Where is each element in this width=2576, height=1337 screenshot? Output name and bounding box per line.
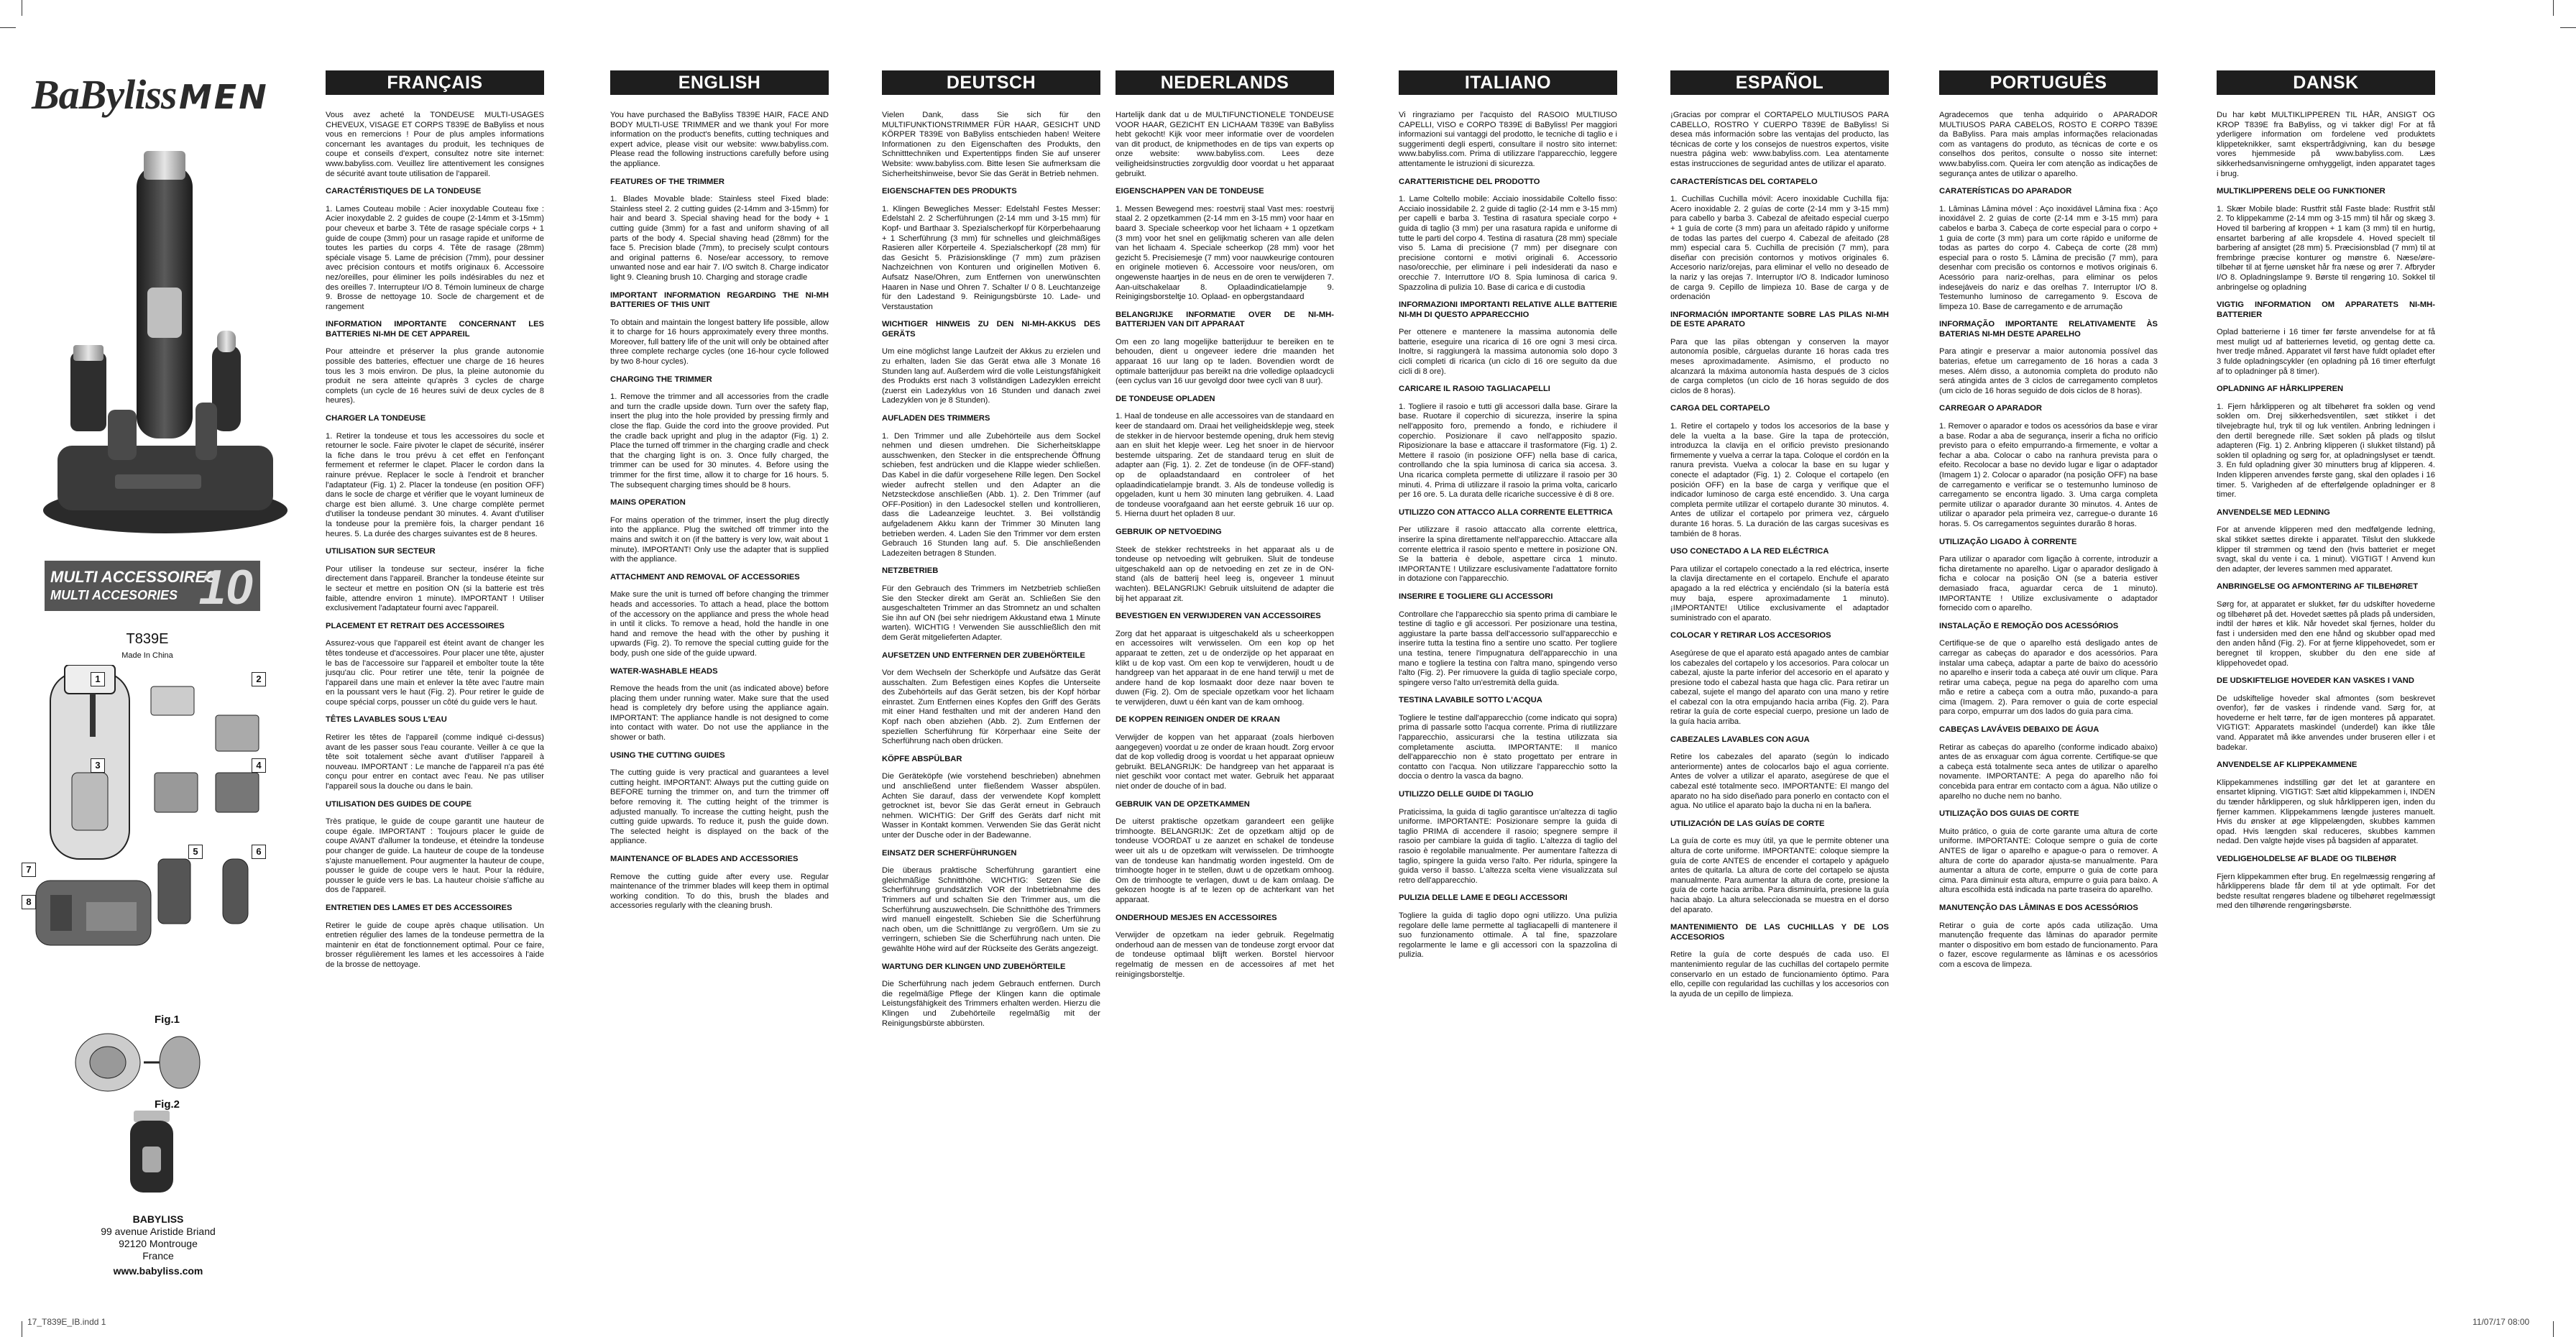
paragraph: Retire los cabezales del aparato (según lo indicado anteriormente) antes de colocarlos bajo el agua corriente. Antes de volver a utilizar el aparato, asegúrese de que el cabezal esté totalmente seco. IMPORTANTE: El mango del aparato no ha sido diseñado para ponerlo en contacto con el agua. No utilice el aparato bajo la ducha ni en la bañera. bbox=[1670, 753, 1889, 811]
section-heading: UTILIZACIÓN DE LAS GUÍAS DE CORTE bbox=[1670, 819, 1825, 828]
paragraph: Sørg for, at apparatet er slukket, før du udskifter hovederne og tilbehøret på det. Hovedet sættes på plads på undersiden, indtil der høres et klik. Når hovedet skal fjernes, holder du fast i undersiden med den ene hånd og skubber opad med den anden hånd (Fig. 2). For at fjerne klippehovedet, som er beregnet til kroppen, skubber du den ene side af klippehovedet opad. bbox=[2217, 599, 2435, 668]
address-line: France bbox=[142, 1250, 174, 1262]
section-heading: CARATERÍSTICAS DO APARADOR bbox=[1939, 187, 2072, 196]
paragraph: Die Scherführung nach jedem Gebrauch entfernen. Durch die regelmäßige Pflege der Klingen kann die optimale Leistungsfähigkeit des Trimmers erhalten werden. Hierzu die Klingen und Zubehörteile regelmäßig mit der Reinigungsbürste abbürsten. bbox=[882, 980, 1100, 1028]
section-heading: EIGENSCHAFTEN DES PRODUKTS bbox=[882, 187, 1017, 196]
badge-line2: MULTI ACCESORIES bbox=[50, 588, 178, 602]
paragraph: 1. Lames Couteau mobile : Acier inoxydable Couteau fixe : Acier inoxydable 2. 2 guides de coupe (2-14mm et 3-15mm) pour cheveux et barbe 3. Tête de rasage spéciale corps + 1 guide de coupe (3mm) pour un rasage rapide et uniforme de toutes les parties du corps 4. Tête de rasage (28mm) spéciale visage 5. Lame de précision (7mm), pour dessiner avec précision contours et motifs originaux 6. Accessoire nez/oreilles, pour éliminer les poils indésirables du nez et des oreilles 7. Interrupteur I/O 8. Témoin lumineux de charge 9. Brosse de nettoyage 10. Socle de chargement et de rangement bbox=[326, 204, 544, 311]
paragraph: Um eine möglichst lange Laufzeit der Akkus zu erzielen und zu erhalten, laden Sie das Gerät etwa alle 3 Monate 16 Stunden lang auf. Außerdem wird die volle Leistungsfähigkeit des Produkts erst nach 3 vollständigen Ladezyklen erreicht (zuerst ein Ladezyklus von 16 Stunden und danach zwei Ladezyklen von je 8 Stunden). bbox=[882, 347, 1100, 405]
paragraph: Verwijder de opzetkam na ieder gebruik. Regelmatig onderhoud aan de messen van de tondeuse zorgt ervoor dat de tondeuse optimaal blijft werken. Borstel hiervoor regelmatig de messen en de accessoires af met het reinigingsborsteltje. bbox=[1116, 931, 1334, 979]
paragraph: Retire la guía de corte después de cada uso. El mantenimiento regular de las cuchillas del cortapelo permite conservarlo en un estado de funcionamiento óptimo. Para ello, cepille con regularidad las cuchillas y los accesorios con la ayuda de un cepillo de limpieza. bbox=[1670, 950, 1889, 998]
section-heading: INSERIRE E TOGLIERE GLI ACCESSORI bbox=[1399, 592, 1553, 601]
section-heading: DE KOPPEN REINIGEN ONDER DE KRAAN bbox=[1116, 715, 1280, 725]
column-body bbox=[1116, 111, 1334, 980]
paragraph: 1. Blades Movable blade: Stainless steel Fixed blade: Stainless steel 2. 2 cutting guides (2-14mm and 3-15mm) for hair and beard 3. Special shaving head for the body + 1 cutting guide (3mm) for a fast and uniform shaving of all parts of the body 4. Special shaving head (28mm) for the face 5. Precision blade (7mm), to precisely sculpt contours and original patterns 6. Nose/ear accessory, to remove unwanted nose and ear hair 7. I/O switch 8. Charge indicator light 9. Cleaning brush 10. Charging and storage cradle bbox=[610, 195, 829, 282]
column-title: NEDERLANDS bbox=[1116, 70, 1334, 95]
section-heading: INFORMAÇÃO IMPORTANTE RELATIVAMENTE ÀS BATERIAS NI-MH DESTE APARELHO bbox=[1939, 320, 2158, 339]
address-url: www.babyliss.com bbox=[113, 1265, 203, 1277]
column-body bbox=[1399, 111, 1617, 960]
section-heading: INFORMACIÓN IMPORTANTE SOBRE LAS PILAS NI-MH DE ESTE APARATO bbox=[1670, 310, 1889, 329]
paragraph: Oplad batterierne i 16 timer før første anvendelse for at få mest muligt ud af batteriernes levetid, og gentag dette ca. hver tredje måned. Apparatet vil først have fuldt opladet efter 3 fulde opladningscykler (en opladning på 16 timer efterfulgt af to opladninger på 8 timer). bbox=[2217, 328, 2435, 376]
section-heading: CHARGER LA TONDEUSE bbox=[326, 414, 426, 423]
section-heading: VEDLIGEHOLDELSE AF BLADE OG TILBEHØR bbox=[2217, 855, 2397, 863]
paragraph: You have purchased the BaByliss T839E HAIR, FACE AND BODY MULTI-USE TRIMMER and we thank you! For more information on the product's benefits, cutting techniques and expert advice, please visit our website: www.babyliss.com. Please read the following instructions carefully before using the appliance. bbox=[610, 111, 829, 168]
language-column-da bbox=[2217, 70, 2435, 1292]
section-heading: BELANGRIJKE INFORMATIE OVER DE NI-MH-BATTERIJEN VAN DIT APPARAAT bbox=[1116, 310, 1334, 329]
section-heading: MAINS OPERATION bbox=[610, 498, 686, 507]
paragraph: Vi ringraziamo per l'acquisto del RASOIO MULTIUSO CAPELLI, VISO e CORPO T839E di BaByliss! Per maggiori informazioni sui vantaggi del prodotto, le tecniche di taglio e i suggerimenti degli esperti, consultare il nostro sito internet: www.babyliss.com. Prima di utilizzare l'apparecchio, leggere attentamente le istruzioni di sicurezza. bbox=[1399, 111, 1617, 168]
column-title: DEUTSCH bbox=[882, 70, 1100, 95]
paragraph: Vor dem Wechseln der Scherköpfe und Aufsätze das Gerät ausschalten. Zum Befestigen eines Kopfes die Unterseite des Zubehörteils auf das Gerät setzen, bis der Kopf hörbar einrastet. Zum Entfernen eines Kopfes den Griff des Geräts mit einer Hand festhalten und mit der anderen Hand den Kopf nach oben abziehen (Abb. 2). Zum Entfernen der speziellen Scherführung für Körperhaar eine Seite der Scherführung nach oben drücken. bbox=[882, 668, 1100, 746]
address-line: 99 avenue Aristide Briand bbox=[101, 1226, 216, 1237]
column-body bbox=[1939, 111, 2158, 970]
section-heading: UTILIZAÇÃO DOS GUIAS DE CORTE bbox=[1939, 809, 2079, 819]
section-heading: AUFLADEN DES TRIMMERS bbox=[882, 414, 990, 423]
column-body bbox=[882, 111, 1100, 1029]
section-heading: COLOCAR Y RETIRAR LOS ACCESORIOS bbox=[1670, 631, 1831, 640]
paragraph: Klippekammenes indstilling gør det let at garantere en ensartet klipning. VIGTIGT: Sæt altid klippekammen i, INDEN du tænder hårklipperen, og sluk hårklipperen igen, inden du fjerner kammen. Klippekammens længde justeres manuelt. Hvis du ønsker at øge klippelængden, skubbes kammen opad. Hvis længden skal reduceres, skubbes kammen nedad. Den valgte højde vises på bagsiden af apparatet. bbox=[2217, 778, 2435, 846]
section-heading: WATER-WASHABLE HEADS bbox=[610, 666, 718, 676]
section-heading: EIGENSCHAPPEN VAN DE TONDEUSE bbox=[1116, 187, 1264, 196]
section-heading: UTILIZZO CON ATTACCO ALLA CORRENTE ELETTRICA bbox=[1399, 507, 1613, 517]
paragraph: Make sure the unit is turned off before changing the trimmer heads and accessories. To attach a head, place the bottom of the accessory on the appliance and press the whole head in until it clicks. To remove a head, hold the handle in one hand and remove the head with the other by pushing it upwards (Fig. 2). To remove the special cutting guide for the body, push one side of the guide upward. bbox=[610, 590, 829, 658]
figure-1-illustration bbox=[22, 665, 288, 1003]
section-heading: CARICARE IL RASOIO TAGLIACAPELLI bbox=[1399, 385, 1550, 394]
column-title: FRANÇAIS bbox=[326, 70, 544, 95]
paragraph: Asegúrese de que el aparato está apagado antes de cambiar los cabezales del cortapelo y los accesorios. Para colocar un cabezal, ajuste la parte inferior del accesorio en el aparato y presione todo el cabezal hasta que haga clic. Para retirar un cabezal, sujete el mango del aparato con una mano y retire el cabezal con la otra empujando hacia arriba (Fig. 2). Para retirar la guía de corte especial cuerpo, presione un lado de la guía hacia arriba. bbox=[1670, 648, 1889, 727]
section-heading: INFORMATION IMPORTANTE CONCERNANT LES BATTERIES NI-MH DE CET APPAREIL bbox=[326, 320, 544, 339]
section-heading: KÖPFE ABSPÜLBAR bbox=[882, 754, 962, 763]
figure-number: 3 bbox=[91, 758, 105, 773]
section-heading: CARGA DEL CORTAPELO bbox=[1670, 404, 1770, 413]
logo-men: MEN bbox=[179, 78, 269, 116]
figure-number: 4 bbox=[252, 758, 266, 773]
paragraph: Praticissima, la guida di taglio garantisce un'altezza di taglio uniforme. IMPORTANTE: Posizionare sempre la guida di taglio PRIMA di accendere il rasoio; spegnere sempre il rasoio per cambiare la guida di taglio. L'altezza di taglio del rasoio è regolabile manualmente. Per aumentare l'altezza di taglio, spingere la guida verso l'alto. Per ridurla, spingere la guida verso il basso. L'altezza scelta viene visualizzata sul retro dell'apparecchio. bbox=[1399, 807, 1617, 885]
language-column-it bbox=[1399, 70, 1617, 1292]
section-heading: ANVENDELSE MED LEDNING bbox=[2217, 507, 2330, 517]
section-heading: ENTRETIEN DES LAMES ET DES ACCESSOIRES bbox=[326, 903, 512, 912]
paragraph: Remove the heads from the unit (as indicated above) before placing them under running water. Make sure that the used head is completely dry before using the appliance again. IMPORTANT: The appliance handle is not designed to come into contact with water. Do not use the appliance in the shower or bath. bbox=[610, 684, 829, 743]
address-line: 92120 Montrouge bbox=[119, 1238, 198, 1249]
paragraph: 1. Retirer la tondeuse et tous les accessoires du socle et retourner le socle. Faire pivoter le clapet de sécurité, insérer la fiche dans le trou prévu à cet effet en l'enfonçant fermement et refermer le clapet. Placer le cordon dans la rainure prévue. Replacer le socle à l'endroit et brancher l'adaptateur (Fig. 1) 2. Placer la tondeuse (en position OFF) dans le socle de charge et vérifier que le voyant lumineux de charge est bien allumé. 3. Une charge complète permet d'utiliser la tondeuse pendant 30 minutes. 4. Avant d'utiliser la tondeuse pour la première fois, la charger pendant 16 heures. 5. La durée des charges suivantes est de 8 heures. bbox=[326, 431, 544, 538]
language-column-es bbox=[1670, 70, 1889, 1292]
paragraph: For mains operation of the trimmer, insert the plug directly into the appliance. Plug the switched off trimmer into the mains and switch it on (if the battery is very low, wait about 1 minute). IMPORTANT! Only use the adapter that is supplied with the appliance. bbox=[610, 515, 829, 564]
paragraph: 1. Remover o aparador e todos os acessórios da base e virar a base. Rodar a aba de segurança, inserir a ficha no orifício previsto para o efeito empurrando-a firmemente, e voltar a fechar a aba. Colocar o cabo na ranhura prevista para o efeito. Recolocar a base no devido lugar e ligar o adaptador (Imagem 1) 2. Colocar o aparador (na posição OFF) na base de carregamento e verificar se o testemunho luminoso de carregamento se encontra ligado. 3. Uma carga completa permite utilizar o aparador durante 30 minutos. 4. Antes de utilizar o aparador pela primeira vez, carregue-o durante 16 horas. 5. Os carregamentos seguintes durarão 8 horas. bbox=[1939, 422, 2158, 528]
section-heading: CABEZALES LAVABLES CON AGUA bbox=[1670, 735, 1810, 744]
paragraph: 1. Klingen Bewegliches Messer: Edelstahl Festes Messer: Edelstahl 2. 2 Scherführungen (2-14 mm und 3-15 mm) für Kopf- und Barthaar 3. Spezialscherkopf für Körperbehaarung + 1 Scherführung (3 mm) für schnelles und gleichmäßiges Rasieren aller Körperteile 4. Spezialscherkopf (28 mm) für das Gesicht 5. Präzisionsklinge (7 mm) zum präzisen Nachzeichnen von Konturen und originellen Motiven 6. Aufsatz Nase/Ohren, zum Entfernen von unerwünschten Haaren in Nase und Ohren 7. Schalter I/ 0 8. Leuchtanzeige für den Ladestand 9. Reinigungsbürste 10. Lade- und Verstaustation bbox=[882, 204, 1100, 311]
language-column-en bbox=[610, 70, 829, 1292]
section-heading: UTILIZAÇÃO LIGADO À CORRENTE bbox=[1939, 537, 2077, 546]
trimmer-small-image bbox=[112, 1111, 191, 1197]
paragraph: ¡Gracias por comprar el CORTAPELO MULTIUSOS PARA CABELLO, ROSTRO Y CUERPO T839E de BaByliss! Si desea más información sobre las ventajas del producto, las técnicas de corte y los consejos de nuestros expertos, visite nuestra página web: www.babyliss.com. Lea atentamente estas instrucciones de seguridad antes de utilizar el aparato. bbox=[1670, 111, 1889, 168]
paragraph: Togliere le testine dall'apparecchio (come indicato qui sopra) prima di passarle sotto l'acqua corrente. Prima di riutilizzare l'apparecchio, assicurarsi che la testina utilizzata sia completamente asciutta. IMPORTANTE: Il manico dell'apparecchio non è stato progettato per entrare in contatto con l'acqua. Non utilizzare l'apparecchio sotto la doccia o dentro la vasca da bagno. bbox=[1399, 713, 1617, 781]
babyliss-men-logo bbox=[32, 70, 269, 118]
paragraph: 1. Lame Coltello mobile: Acciaio inossidabile Coltello fisso: Acciaio inossidabile 2. 2 guide di taglio (2-14 mm e 3-15 mm) per capelli e barba 3. Testina di rasatura speciale corpo + guida di taglio (3 mm) per una rasatura rapida e uniforme di tutte le parti del corpo 4. Testina di rasatura (28 mm) speciale viso 5. Lama di precisione (7 mm) per disegnare con precisione contorni e motivi originali 6. Accessorio naso/orecchie, per eliminare i peli indesiderati da naso e orecchie 7. Interruttore I/O 8. Spia luminosa di carica 9. Spazzolina di pulizia 10. Base di carica e di custodia bbox=[1399, 195, 1617, 292]
section-heading: UTILISATION SUR SECTEUR bbox=[326, 547, 436, 556]
figure-number: 8 bbox=[22, 895, 36, 909]
figure-2-illustration bbox=[72, 1028, 201, 1096]
language-column-nl bbox=[1116, 70, 1334, 1292]
paragraph: Remove the cutting guide after every use. Regular maintenance of the trimmer blades will keep them in optimal working condition. To do this, brush the blades and accessories regularly with the cleaning brush. bbox=[610, 872, 829, 911]
section-heading: VIGTIG INFORMATION OM APPARATETS NI-MH-BATTERIER bbox=[2217, 300, 2435, 319]
paragraph: Assurez-vous que l'appareil est éteint avant de changer les têtes tondeuse et d'accessoires. Pour placer une tête, ajuster le bas de l'accessoire sur l'appareil et emboîter toute la tête jusqu'au clic. Pour retirer une tête, tenir la poignée de l'appareil dans une main et enlever la tête avec l'autre main en la poussant vers le haut (Fig. 2). Pour retirer le guide de coupe spécial corps, pousser un côté du guide vers le haut. bbox=[326, 639, 544, 707]
column-body bbox=[326, 111, 544, 970]
paragraph: Agradecemos que tenha adquirido o APARADOR MULTIUSOS PARA CABELOS, ROSTO E CORPO T839E da BaByliss. Para mais amplas informações relacionadas com as vantagens do produto, as técnicas de corte e os conselhos dos peritos, consulte o nosso site internet: www.babyliss.com. Queira ler com atenção as indicações de segurança antes de utilizar o aparelho. bbox=[1939, 111, 2158, 178]
section-heading: GEBRUIK VAN DE OPZETKAMMEN bbox=[1116, 799, 1250, 809]
column-body bbox=[610, 111, 829, 911]
paragraph: Per utilizzare il rasoio attaccato alla corrente elettrica, inserire la spina direttamente nell'apparecchio. Attaccare alla corrente elettrica il rasoio spento e mettere in posizione ON. Se la batteria è debole, aspettare circa 1 minuto. IMPORTANTE ! Utilizzare esclusivamente l'adattatore fornito in dotazione con l'apparecchio. bbox=[1399, 525, 1617, 584]
paragraph: De uiterst praktische opzetkam garandeert een gelijke trimhoogte. BELANGRIJK: Zet de opzetkam altijd op de tondeuse VOORDAT u ze aanzet en schakel de tondeuse weer uit als u de opzetkam wilt verwisselen. De trimhoogte van de tondeuse kan handmatig worden ingesteld. Om de trimhoogte hoger in te stellen, duwt u de opzetkam omhoog. Om de trimhoogte te verlagen, duwt u de kam omlaag. De gekozen hoogte is af te lezen op de achterkant van het apparaat. bbox=[1116, 817, 1334, 904]
paragraph: Pour atteindre et préserver la plus grande autonomie possible des batteries, effectuer une charge de 16 heures tous les 3 mois environ. De plus, la pleine autonomie du produit ne sera atteinte qu'après 3 cycles de charge complets (un cycle de 16 heures suivi de deux cycles de 8 heures). bbox=[326, 347, 544, 405]
paragraph: Steek de stekker rechtstreeks in het apparaat als u de tondeuse op netvoeding wilt gebruiken. Sluit de tondeuse uitgeschakeld aan op de netvoeding en zet ze in de ON-stand (als de batterij heel leeg is, ongeveer 1 minuut wachten). BELANGRIJK! Gebruik uitsluitend de adapter die bij het apparaat zit. bbox=[1116, 545, 1334, 603]
section-heading: BEVESTIGEN EN VERWIJDEREN VAN ACCESSOIRES bbox=[1116, 612, 1321, 621]
section-heading: ONDERHOUD MESJES EN ACCESSOIRES bbox=[1116, 913, 1277, 922]
paragraph: 1. Cuchillas Cuchilla móvil: Acero inoxidable Cuchilla fija: Acero inoxidable 2. 2 guías de corte (2-14 mm y 3-15 mm) para cabello y barba 3. Cabezal de afeitado especial cuerpo + 1 guía de corte (3 mm) para un afeitado rápido y uniforme de todas las partes del cuerpo 4. Cabezal de afeitado (28 mm) especial cara 5. Cuchilla de precisión (7 mm), para diseñar con precisión contornos y motivos originales 6. Accesorio nariz/orejas, para eliminar el vello no deseado de la nariz y las orejas 7. Interruptor I/O 8. Indicador luminoso de carga 9. Cepillo de limpieza 10. Base de carga y de ordenación bbox=[1670, 195, 1889, 302]
section-heading: DE TONDEUSE OPLADEN bbox=[1116, 394, 1215, 403]
section-heading: OPLADNING AF HÅRKLIPPEREN bbox=[2217, 385, 2344, 394]
multi-accessories-badge bbox=[45, 560, 260, 615]
column-title: ITALIANO bbox=[1399, 70, 1617, 95]
section-heading: MULTIKLIPPERENS DELE OG FUNKTIONER bbox=[2217, 187, 2386, 196]
logo-word: BaByliss bbox=[32, 71, 177, 118]
made-in: Made In China bbox=[121, 651, 173, 660]
paragraph: Para atingir e preservar a maior autonomia possível das baterias, efetue um carregamento de 16 horas a cada 3 meses. Além disso, a autonomia completa do produto não será atingida antes de 3 ciclos de carregamento completos (um ciclo de 16 horas seguido de dois ciclos de 8 horas). bbox=[1939, 347, 2158, 395]
paragraph: 1. Lâminas Lâmina móvel : Aço inoxidável Lâmina fixa : Aço inoxidável 2. 2 guias de corte (2-14 mm e 3-15 mm) para cabelos e barba 3. Cabeça de corte especial para o corpo + 1 guia de corte (3 mm) para um corte rápido e uniforme de todas as partes do corpo 4. Cabeça de corte (28 mm) especial para o rosto 5. Lâmina de precisão (7 mm), para desenhar com precisão os contornos e motivos originais 6. Acessório para nariz-orelhas, para eliminar os pelos indesejáveis do nariz e das orelhas 7. Interruptor I/O 8. Testemunho luminoso de carregamento 9. Escova de limpeza 10. Base de carregamento e de arrumação bbox=[1939, 204, 2158, 311]
fig2-label: Fig.2 bbox=[155, 1098, 180, 1111]
paragraph: Vielen Dank, dass Sie sich für den MULTIFUNKTIONSTRIMMER FÜR HAAR, GESICHT UND KÖRPER T839E von BaByliss entschieden haben! Weitere Informationen zu den Eigenschaften des Produkts, den Schnitttechniken und Expertentipps finden Sie auf unserer Website: www.babyliss.com. Bitte lesen Sie aufmerksam die Sicherheitshinweise, bevor Sie das Gerät in Betrieb nehmen. bbox=[882, 111, 1100, 178]
paragraph: The cutting guide is very practical and guarantees a level cutting height. IMPORTANT: Always put the cutting guide on BEFORE turning the trimmer on, and turn the trimmer off before removing it. The cutting height of the trimmer is adjusted manually. To increase the cutting height, push the cutting guide upwards. To reduce it, push the guide down. The selected height is displayed on the back of the appliance. bbox=[610, 768, 829, 846]
paragraph: Hartelijk dank dat u de MULTIFUNCTIONELE TONDEUSE VOOR HAAR, GEZICHT EN LICHAAM T839E van BaByliss hebt gekocht! Kijk voor meer informatie over de voordelen van dit product, de knipmethodes en de tips van experts op onze website: www.babyliss.com. Lees deze veiligheidsinstructies zorgvuldig door voordat u het apparaat gebruikt. bbox=[1116, 111, 1334, 178]
footer-file-info: 17_T839E_IB.indd 1 bbox=[27, 1317, 106, 1327]
figure-number: 7 bbox=[22, 863, 36, 877]
section-heading: EINSATZ DER SCHERFÜHRUNGEN bbox=[882, 848, 1017, 858]
column-body bbox=[2217, 111, 2435, 911]
paragraph: 1. Haal de tondeuse en alle accessoires van de standaard en keer de standaard om. Draai het veiligheidsklepje weg, steek de stekker in de hiervoor bestemde opening, druk hem stevig aan en sluit het klepje weer. Leg het snoer in de hiervoor bestemde uitsparing. Zet de standaard terug en sluit de adapter aan (Fig. 1). 2. Zet de tondeuse (in de OFF-stand) op de oplaadstandaard en controleer of het oplaadindicatielampje brandt. 3. Als de tondeuse volledig is opgeladen, kunt u hem 30 minuten lang gebruiken. 4. Laad de tondeuse voorafgaand aan het eerste gebruik 16 uur op. 5. Hierna duurt het opladen 8 uur. bbox=[1116, 412, 1334, 519]
section-heading: WARTUNG DER KLINGEN UND ZUBEHÖRTEILE bbox=[882, 962, 1066, 971]
column-title: ESPAÑOL bbox=[1670, 70, 1889, 95]
section-heading: ATTACHMENT AND REMOVAL OF ACCESSORIES bbox=[610, 572, 800, 582]
trimmer-product-image bbox=[29, 137, 288, 539]
figure-number: 5 bbox=[188, 845, 203, 859]
cover-panel bbox=[0, 0, 295, 1337]
paragraph: 1. Retire el cortapelo y todos los accesorios de la base y dele la vuelta a la base. Gire la tapa de protección, introduzca la clavija en el orificio previsto presionando firmemente y vuelva a cerrar la tapa. Coloque el cordón en la ranura prevista. Vuelva a colocar la base en su lugar y conecte el adaptador (Fig. 1) 2. Coloque el cortapelo (en posición OFF) en la base de carga y verifique que el indicador luminoso de carga esté encendido. 3. Una carga completa permite utilizar el cortapelo durante 30 minutos. 4. Antes de utilizar el cortapelo por primera vez, cárguelo durante 16 horas. 5. La duración de las cargas sucesivas es también de 8 horas. bbox=[1670, 422, 1889, 538]
figure-number: 6 bbox=[252, 845, 266, 859]
paragraph: Pour utiliser la tondeuse sur secteur, insérer la fiche directement dans l'appareil. Brancher la tondeuse éteinte sur le secteur et mettre en position ON (si la batterie est très faible, attendre environ 1 minute). IMPORTANT ! Utiliser exclusivement l'adaptateur fourni avec l'appareil. bbox=[326, 564, 544, 613]
address-block bbox=[0, 1213, 316, 1277]
section-heading: INFORMAZIONI IMPORTANTI RELATIVE ALLE BATTERIE NI-MH DI QUESTO APPARECCHIO bbox=[1399, 300, 1617, 319]
section-heading: TÊTES LAVABLES SOUS L'EAU bbox=[326, 715, 447, 725]
paragraph: 1. Togliere il rasoio e tutti gli accessori dalla base. Girare la base. Ruotare il coperchio di sicurezza, inserire la spina nell'apposito foro, premendo a fondo, e richiudere il coperchio. Posizionare il cavo nell'apposito spazio. Riposizionare la base e attaccare il trasformatore (Fig. 1) 2. Mettere il rasoio (in posizione OFF) nella base di carica, controllando che la spia luminosa di carica sia accesa. 3. Una ricarica completa permette di utilizzare il rasoio per 30 minuti. 4. Prima di utilizzare il rasoio la prima volta, caricarlo per 16 ore. 5. La durata delle ricariche successive è di 8 ore. bbox=[1399, 402, 1617, 500]
crop-mark bbox=[2553, 0, 2554, 16]
section-heading: AUFSETZEN UND ENTFERNEN DER ZUBEHÖRTEILE bbox=[882, 651, 1085, 660]
section-heading: ANBRINGELSE OG AFMONTERING AF TILBEHØRET bbox=[2217, 582, 2419, 592]
section-heading: USO CONECTADO A LA RED ELÉCTRICA bbox=[1670, 547, 1829, 556]
column-title: ENGLISH bbox=[610, 70, 829, 95]
paragraph: Retirer le guide de coupe après chaque utilisation. Un entretien régulier des lames de la tondeuse permettra de la maintenir en état de fonctionnement optimal. Pour ce faire, brosser régulièrement les lames et les accessoires à l'aide de la brosse de nettoyage. bbox=[326, 921, 544, 969]
paragraph: Die überaus praktische Scherführung garantiert eine gleichmäßige Schnitthöhe. WICHTIG: Setzen Sie die Scherführung grundsätzlich VOR der Inbetriebnahme des Trimmers auf und schalten Sie den Trimmer aus, um die Scherführung auszuwechseln. Die Schnitthöhe des Trimmers wird manuell eingestellt. Schieben Sie die Scherführung nach oben, um die Schnittlänge zu vergrößern. Um sie zu verringern, schieben Sie die Scherführung nach unten. Die gewählte Höhe wird auf der Rückseite des Geräts angezeigt. bbox=[882, 866, 1100, 953]
language-column-pt bbox=[1939, 70, 2158, 1292]
paragraph: Para utilizar el cortapelo conectado a la red eléctrica, inserte la clavija directamente en el cortapelo. Enchufe el aparato apagado a la red eléctrica y enciéndalo (si la batería está muy baja, espere aproximadamente 1 minuto). ¡IMPORTANTE! Utilice exclusivamente el adaptador suministrado con el aparato. bbox=[1670, 564, 1889, 622]
figure-number: 2 bbox=[252, 672, 266, 686]
paragraph: Om een zo lang mogelijke batterijduur te bereiken en te behouden, dient u ongeveer iedere drie maanden het apparaat 16 uur lang op te laden. Bovendien wordt de optimale batterijduur pas bereikt na drie volledige oplaadcycli (een cyclus van 16 uur gevolgd door twee cycli van 8 uur). bbox=[1116, 337, 1334, 386]
paragraph: 1. Fjern hårklipperen og alt tilbehøret fra soklen og vend soklen om. Drej sikkerhedsventilen, sæt stikket i det tilvejebragte hul, tryk til og luk ventilen. Anbring ledningen i den dertil beregnede rille. Sæt soklen på plads og tilslut adapteren (Fig. 1) 2. Anbring klipperen (i slukket tilstand) på soklen til opladning og sørg for, at opladningslyset er tændt. 3. En fuld opladning giver 30 minutters brug af klipperen. 4. Inden klipperen anvendes første gang, skal den oplades i 16 timer. 5. Varigheden af de efterfølgende opladninger er 8 timer. bbox=[2217, 402, 2435, 500]
paragraph: Muito prático, o guia de corte garante uma altura de corte uniforme. IMPORTANTE: Coloque sempre o guia de corte ANTES de ligar o aparelho e apague-o para o remover. A altura de corte do aparador ajusta-se manualmente. Para aumentar a altura de corte, empurre o guia de corte para cima. Para diminuir esta altura, empurre o guia para baixo. A altura escolhida está indicada na parte traseira do aparelho. bbox=[1939, 827, 2158, 895]
paragraph: Controllare che l'apparecchio sia spento prima di cambiare le testine di taglio e gli accessori. Per posizionare una testina, aggiustare la parte bassa dell'accessorio sull'apparecchio e inserire tutta la testina fino a sentire uno scatto. Per togliere una testina, tenere l'impugnatura dell'apparecchio in una mano e togliere la testina con l'altra mano, spingendo verso l'alto (Fig. 2). Per rimuovere la guida di taglio speciale corpo, spingere verso l'alto un'estremità della guida. bbox=[1399, 610, 1617, 687]
paragraph: Verwijder de koppen van het apparaat (zoals hierboven aangegeven) voordat u ze onder de kraan houdt. Zorg ervoor dat de kop volledig droog is voordat u het apparaat opnieuw gebruikt. BELANGRIJK: De handgreep van het apparaat is niet geschikt voor contact met water. Gebruik het apparaat niet onder de douche of in bad. bbox=[1116, 733, 1334, 791]
section-heading: MAINTENANCE OF BLADES AND ACCESSORIES bbox=[610, 855, 799, 863]
paragraph: Fjern klippekammen efter brug. En regelmæssig rengøring af hårklipperens blade får dem til at yde optimalt. For det bedste resultat rengøres bladene og tilbehøret regelmæssigt med den tilhørende rengøringsbørste. bbox=[2217, 872, 2435, 911]
figure-number: 1 bbox=[91, 672, 105, 686]
section-heading: CABEÇAS LAVÁVEIS DEBAIXO DE ÁGUA bbox=[1939, 725, 2099, 735]
badge-line1: MULTI ACCESSOIRES bbox=[50, 568, 217, 586]
paragraph: For at anvende klipperen med den medfølgende ledning, skal stikket sættes direkte i apparatet. Tilslut den slukkede klipper til strømmen og tænd den (hvis batteriet er meget svagt, skal du vente i ca. 1 minut). VIGTIGT ! Anvend kun den adapter, der leveres sammen med apparatet. bbox=[2217, 525, 2435, 574]
paragraph: Para utilizar o aparador com ligação à corrente, introduzir a ficha diretamente no aparelho. Ligar o aparador desligado à ficha e colocar na posição ON (se a bateria estiver demasiado fraca, aguardar cerca de 1 minuto). IMPORTANTE ! Utilize exclusivamente o adaptador fornecido com o aparelho. bbox=[1939, 555, 2158, 613]
section-heading: DE UDSKIFTELIGE HOVEDER KAN VASKES I VAND bbox=[2217, 676, 2414, 686]
language-column-de bbox=[882, 70, 1100, 1292]
paragraph: Per ottenere e mantenere la massima autonomia delle batterie, eseguire una ricarica di 16 ore ogni 3 mesi circa. Inoltre, si raggiungerà la massima autonomia solo dopo 3 cicli completi di ricarica (un ciclo di 16 ore seguito da due cicli di 8 ore). bbox=[1399, 328, 1617, 376]
paragraph: Die Geräteköpfe (wie vorstehend beschrieben) abnehmen und anschließend unter fließendem Wasser abspülen. Achten Sie darauf, dass der verwendete Kopf komplett getrocknet ist, bevor Sie das Gerät erneut in Gebrauch nehmen. WICHTIG: Der Griff des Geräts darf nicht mit Wasser in Kontakt kommen. Verwenden Sie das Gerät nicht unter der Dusche oder in der Badewanne. bbox=[882, 772, 1100, 840]
section-heading: CHARGING THE TRIMMER bbox=[610, 375, 712, 384]
fig1-label: Fig.1 bbox=[155, 1014, 180, 1026]
column-body bbox=[1670, 111, 1889, 999]
paragraph: Vous avez acheté la TONDEUSE MULTI-USAGES CHEVEUX, VISAGE ET CORPS T839E de BaByliss et nous vous en remercions ! Pour de plus amples informations concernant les avantages du produit, les techniques de coupe et conseils d'expert, consultez notre site internet: www.babyliss.com. Veuillez lire attentivement les consignes de sécurité avant toute utilisation de l'appareil. bbox=[326, 111, 544, 178]
figure-1 bbox=[22, 665, 288, 1017]
paragraph: 1. Den Trimmer und alle Zubehörteile aus dem Sockel nehmen und diesen umdrehen. Die Sicherheitsklappe ausschwenken, den Stecker in die entsprechende Öffnung schieben, fest andrücken und die Klappe wieder schließen. Das Kabel in die dafür vorgesehene Rille legen. Den Sockel wieder aufrecht stellen und den Adapter an die Netzsteckdose anschließen (Abb. 1). 2. Den Trimmer (auf OFF-Position) in den Ladesockel stellen und kontrollieren, dass die Ladeanzeige leuchtet. 3. Bei vollständig aufgeladenem Akku kann der Trimmer 30 Minuten lang betrieben werden. 4. Laden Sie den Trimmer vor dem ersten Gebrauch 16 Stunden lang auf. 5. Die anschließenden Ladezeiten betragen 8 Stunden. bbox=[882, 431, 1100, 558]
section-heading: UTILIZZO DELLE GUIDE DI TAGLIO bbox=[1399, 790, 1534, 799]
paragraph: Para que las pilas obtengan y conserven la mayor autonomía posible, cárguelas durante 16 horas cada tres meses aproximadamente. Asimismo, el producto no alcanzará la máxima autonomía hasta después de 3 ciclos de carga completos (un ciclo de 16 horas seguido de dos ciclos de 8 horas). bbox=[1670, 337, 1889, 395]
section-heading: USING THE CUTTING GUIDES bbox=[610, 750, 725, 760]
section-heading: ANVENDELSE AF KLIPPEKAMMENE bbox=[2217, 761, 2358, 770]
section-heading: IMPORTANT INFORMATION REGARDING THE NI-MH BATTERIES OF THIS UNIT bbox=[610, 290, 829, 310]
section-heading: GEBRUIK OP NETVOEDING bbox=[1116, 527, 1222, 536]
section-heading: MANTENIMIENTO DE LAS CUCHILLAS Y DE LOS ACCESORIOS bbox=[1670, 923, 1889, 942]
paragraph: Zorg dat het apparaat is uitgeschakeld als u scheerkoppen en accessoires wilt verwisselen. Om een kop op het apparaat te zetten, zet u de onderzijde op het apparaat en klikt u de kop vast. Om een kop te verwijderen, houdt u de handgreep van het apparaat in de ene hand terwijl u met de andere hand de kop losmaakt door deze naar boven te duwen (Fig. 2). Om de speciale opzetkam voor het lichaam te verwijderen, duwt u één kant van de kam omhoog. bbox=[1116, 629, 1334, 707]
section-heading: CARACTERÍSTICAS DEL CORTAPELO bbox=[1670, 177, 1818, 186]
paragraph: Très pratique, le guide de coupe garantit une hauteur de coupe égale. IMPORTANT : Toujours placer le guide de coupe AVANT d'allumer la tondeuse, et éteindre la tondeuse pour changer de guide. La hauteur de coupe de la tondeuse s'ajuste manuellement. Pour augmenter la hauteur de coupe, pousser le guide de coupe vers le haut. Pour la réduire, pousser le guide vers le bas. La hauteur choisie s'affiche au dos de l'appareil. bbox=[326, 817, 544, 895]
section-heading: CARREGAR O APARADOR bbox=[1939, 404, 2042, 413]
section-heading: WICHTIGER HINWEIS ZU DEN NI-MH-AKKUS DES GERÄTS bbox=[882, 320, 1100, 339]
section-heading: UTILISATION DES GUIDES DE COUPE bbox=[326, 799, 472, 809]
paragraph: Retirar o guia de corte após cada utilização. Uma manutenção frequente das lâminas do aparador permite manter o dispositivo em bom estado de funcionamento. Para o fazer, escove regularmente as lâminas e os acessórios com a escova de limpeza. bbox=[1939, 921, 2158, 969]
paragraph: Du har købt MULTIKLIPPEREN TIL HÅR, ANSIGT OG KROP T839E fra BaByliss, og vi takker dig! For at få yderligere information om fordelene ved produktets klippeteknikker, samt ekspertrådgivning, kan du besøge vores hjemmeside på www.babyliss.com. Læs sikkerhedsanvisningerne omhyggeligt, inden apparatet tages i brug. bbox=[2217, 111, 2435, 178]
section-heading: INSTALAÇÃO E REMOÇÃO DOS ACESSÓRIOS bbox=[1939, 621, 2119, 630]
paragraph: To obtain and maintain the longest battery life possible, allow it to charge for 16 hours approximately every three months. Moreover, full battery life of the unit will only be obtained after three complete recharge cycles (one 16-hour cycle followed by two 8-hour cycles). bbox=[610, 318, 829, 367]
column-title: DANSK bbox=[2217, 70, 2435, 95]
address-brand: BABYLISS bbox=[132, 1213, 184, 1225]
model-number: T839E bbox=[126, 631, 169, 647]
paragraph: Retirer les têtes de l'appareil (comme indiqué ci-dessus) avant de les passer sous l'eau courante. Veiller à ce que la tête soit totalement sèche avant d'utiliser l'appareil à nouveau. IMPORTANT : Le manche de l'appareil n'a pas été conçu pour entrer en contact avec l'eau. Ne pas utiliser l'appareil sous la douche ou dans le bain. bbox=[326, 733, 544, 791]
section-heading: PULIZIA DELLE LAME E DEGLI ACCESSORI bbox=[1399, 893, 1568, 903]
column-title: PORTUGUÊS bbox=[1939, 70, 2158, 95]
paragraph: 1. Skær Mobile blade: Rustfrit stål Faste blade: Rustfrit stål 2. To klippekamme (2-14 mm og 3-15 mm) til hår og skæg 3. Hoved til barbering af kroppen + 1 kam (3 mm) til en hurtig, ensartet barbering af alle kropsdele 4. Hoved specielt til barbering af ansigtet (28 mm) 5. Præcisionsblad (7 mm) til at frembringe præcise konturer og mønstre 6. Næse/øre-tilbehør til at fjerne uønsket hår fra næse og ører 7. Afbryder I/O 8. Opladningslampe 9. Børste til rengøring 10. Sokkel til anbringelse og opladning bbox=[2217, 204, 2435, 292]
paragraph: 1. Messen Bewegend mes: roestvrij staal Vast mes: roestvrij staal 2. 2 opzetkammen (2-14 mm en 3-15 mm) voor haar en baard 3. Speciale scheerkop voor het lichaam + 1 opzetkam (3 mm) voor het snel en gelijkmatig scheren van alle delen van het lichaam 4. Speciale scheerkop (28 mm) voor het gezicht 5. Precisiemesje (7 mm) voor nauwkeurige contouren en originele motieven 6. Accessoire voor neus/oren, om ongewenste haartjes in de neus en de oren te verwijderen 7. Aan-uitschakelaar 8. Oplaadindicatielampje 9. Reinigingsborsteltje 10. Oplaad- en opbergstandaard bbox=[1116, 204, 1334, 302]
footer-timestamp: 11/07/17 08:00 bbox=[2472, 1317, 2530, 1327]
badge-number: 10 bbox=[198, 560, 253, 615]
section-heading: NETZBETRIEB bbox=[882, 566, 939, 576]
paragraph: Retirar as cabeças do aparelho (conforme indicado abaixo) antes de as enxaguar com água corrente. Certifique-se que a cabeça está totalmente seca antes de utilizar o aparelho novamente. IMPORTANTE: A pega do aparelho não foi concebida para entrar em contacto com a água. Não utilize o aparelho no duche nem no banho. bbox=[1939, 743, 2158, 801]
section-heading: MANUTENÇÃO DAS LÂMINAS E DOS ACESSÓRIOS bbox=[1939, 903, 2138, 912]
section-heading: PLACEMENT ET RETRAIT DES ACCESSOIRES bbox=[326, 621, 505, 630]
crop-mark bbox=[2553, 1321, 2554, 1337]
section-heading: CARACTÉRISTIQUES DE LA TONDEUSE bbox=[326, 187, 482, 196]
paragraph: De udskiftelige hoveder skal afmontes (som beskrevet ovenfor), før de vaskes i rindende vand. Sørg for, at hovederne er helt tørre, før de igen monteres på apparatet. VIGTIGT: Apparatets maskindel (underdel) kan ikke tåle vand. Apparatet må ikke anvendes under bruseren eller i et badekar. bbox=[2217, 694, 2435, 752]
paragraph: La guía de corte es muy útil, ya que le permite obtener una altura de corte uniforme. IMPORTANTE: coloque siempre la guía de corte ANTES de encender el cortapelo y apáguelo antes de quitarla. La altura de corte del cortapelo se ajusta manualmente. Para aumentar la altura de corte, presione la guía de corte hacia arriba. Para disminuirla, presione la guía hacia abajo. La altura seleccionada se muestra en el dorso del aparato. bbox=[1670, 837, 1889, 914]
paragraph: Für den Gebrauch des Trimmers im Netzbetrieb schließen Sie den Stecker direkt am Gerät an. Schließen Sie den ausgeschalteten Trimmer an das Stromnetz an und schalten Sie ihn auf ON (bei sehr niedrigem Akkustand etwa 1 Minute warten). WICHTIG ! Verwenden Sie ausschließlich den mit dem Gerät mitgelieferten Adapter. bbox=[882, 584, 1100, 642]
section-heading: FEATURES OF THE TRIMMER bbox=[610, 177, 724, 186]
paragraph: Togliere la guida di taglio dopo ogni utilizzo. Una pulizia regolare delle lame permette al tagliacapelli di mantenere il suo funzionamento ottimale. A tal fine, spazzolare regolarmente le lame e gli accessori con la spazzolina di pulizia. bbox=[1399, 911, 1617, 960]
crop-mark bbox=[2560, 27, 2576, 28]
section-heading: TESTINA LAVABILE SOTTO L'ACQUA bbox=[1399, 696, 1542, 705]
paragraph: Certifique-se de que o aparelho está desligado antes de carregar as cabeças do aparador e dos acessórios. Para instalar uma cabeça, adaptar a parte de baixo do acessório no aparelho e inserir toda a cabeça até ouvir um clique. Para retirar uma cabeça, pegue na pega do aparelho com uma mão e retire a cabeça com a outra mão, puxando-a para cima (Imagem. 2). Para remover o guia de corte especial para corpo, empurrar um dos lados do guia para cima. bbox=[1939, 639, 2158, 717]
section-heading: CARATTERISTICHE DEL PRODOTTO bbox=[1399, 177, 1540, 186]
paragraph: 1. Remove the trimmer and all accessories from the cradle and turn the cradle upside down. Turn over the safety flap, insert the plug into the hole provided by pressing firmly and close the flap. Guide the cord into the groove provided. Put the cradle back upright and plug in the adaptor (Fig. 1) 2. Place the turned off trimmer in the charging cradle and check that the charging light is on. 3. Once fully charged, the trimmer can be used for 30 minutes. 4. Before using the trimmer for the first time, allow it to charge for 16 hours. 5. The subsequent charging times should be 8 hours. bbox=[610, 392, 829, 490]
language-column-fr bbox=[326, 70, 544, 1292]
